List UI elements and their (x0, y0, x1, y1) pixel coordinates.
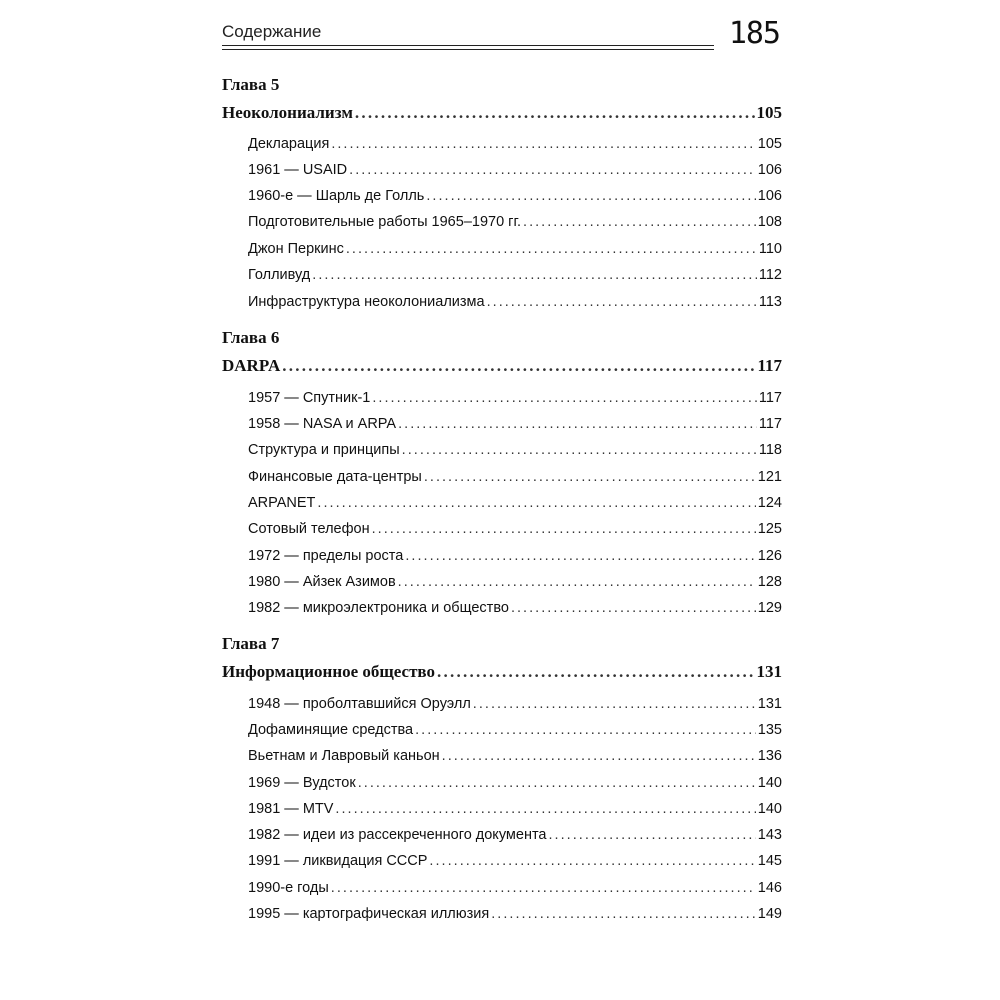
running-head-rule (222, 45, 714, 50)
toc-entry[interactable] (248, 722, 782, 738)
toc-entry[interactable] (248, 600, 782, 616)
entry-page: 125 (757, 521, 782, 537)
entry-page: 135 (757, 722, 782, 738)
chapter-entry[interactable] (222, 103, 782, 123)
toc-entry[interactable] (248, 880, 782, 896)
dot-leader (487, 294, 757, 310)
dot-leader (405, 548, 755, 564)
dot-leader (282, 356, 755, 376)
entry-page: 105 (757, 136, 782, 152)
entry-page: 117 (758, 390, 782, 406)
dot-leader (398, 416, 757, 432)
dot-leader (331, 880, 756, 896)
toc-entry[interactable] (248, 696, 782, 712)
chapter-label: Глава 7 (222, 634, 280, 653)
entry-title: Голливуд (248, 267, 311, 283)
dot-leader (549, 827, 756, 843)
toc-entry[interactable] (248, 162, 782, 178)
entry-page: 140 (757, 775, 782, 791)
entry-page: 146 (757, 880, 782, 896)
toc-entry[interactable] (248, 188, 782, 204)
entry-title: 1972 — пределы роста (248, 548, 404, 564)
toc-entry[interactable] (248, 801, 782, 817)
toc-entry[interactable] (248, 574, 782, 590)
dot-leader (372, 521, 756, 537)
entry-page: 106 (757, 162, 782, 178)
dot-leader (426, 188, 755, 204)
dot-leader (358, 775, 756, 791)
dot-leader (511, 600, 756, 616)
dot-leader (355, 103, 755, 123)
toc-entry[interactable] (248, 241, 782, 257)
entry-page: 118 (758, 442, 782, 458)
chapter-title: Неоколониализм (222, 103, 353, 122)
entry-page: 117 (758, 416, 782, 432)
entry-title: 1980 — Айзек Азимов (248, 574, 396, 590)
toc-entry[interactable] (248, 390, 782, 406)
book-page (222, 0, 782, 1000)
running-head-title: Содержание (222, 22, 322, 41)
entry-title: 1957 — Спутник-1 (248, 390, 371, 406)
entry-title: 1981 — MTV (248, 801, 334, 817)
entry-page: 136 (757, 748, 782, 764)
entry-page: 113 (758, 294, 782, 310)
entry-title: 1948 — проболтавшийся Оруэлл (248, 696, 471, 712)
toc-entry[interactable] (248, 442, 782, 458)
entry-page: 124 (757, 495, 782, 511)
dot-leader (415, 722, 756, 738)
dot-leader (346, 241, 757, 257)
toc-entry[interactable] (248, 548, 782, 564)
dot-leader (442, 748, 756, 764)
running-head (222, 16, 782, 56)
toc-entry[interactable] (248, 853, 782, 869)
entry-title: ARPANET (248, 495, 316, 511)
entry-page: 121 (757, 469, 782, 485)
toc-entry[interactable] (248, 469, 782, 485)
entry-title: Декларация (248, 136, 330, 152)
entry-title: 1995 — картографическая иллюзия (248, 906, 490, 922)
dot-leader (402, 442, 757, 458)
dot-leader (398, 574, 756, 590)
dot-leader (424, 469, 756, 485)
toc-entry[interactable] (248, 294, 782, 310)
entry-title: Подготовительные работы 1965–1970 гг. (248, 214, 522, 230)
entry-page: 112 (758, 267, 782, 283)
dot-leader (335, 801, 755, 817)
entry-page: 131 (757, 696, 782, 712)
entry-title: Финансовые дата-центры (248, 469, 422, 485)
toc-entry[interactable] (248, 214, 782, 230)
dot-leader (491, 906, 756, 922)
dot-leader (429, 853, 755, 869)
chapter-label: Глава 6 (222, 328, 280, 347)
entry-title: Джон Перкинс (248, 241, 344, 257)
entry-title: Сотовый телефон (248, 521, 370, 537)
entry-page: 128 (757, 574, 782, 590)
entry-title: Дофаминящие средства (248, 722, 414, 738)
entry-title: Вьетнам и Лавровый каньон (248, 748, 440, 764)
entry-page: 140 (757, 801, 782, 817)
entry-title: Структура и принципы (248, 442, 400, 458)
dot-leader (317, 495, 755, 511)
entry-page: 149 (757, 906, 782, 922)
toc-entry[interactable] (248, 827, 782, 843)
entry-title: 1960-е — Шарль де Голль (248, 188, 425, 204)
page-number: 185 (728, 16, 780, 51)
dot-leader (437, 662, 755, 682)
dot-leader (473, 696, 756, 712)
entry-title: Инфраструктура неоколониализма (248, 294, 485, 310)
toc-entry[interactable] (248, 775, 782, 791)
dot-leader (331, 136, 755, 152)
entry-title: 1961 — USAID (248, 162, 348, 178)
entry-page: 145 (757, 853, 782, 869)
toc-entry[interactable] (248, 416, 782, 432)
chapter-page: 105 (756, 103, 782, 122)
chapter-entry[interactable] (222, 662, 782, 682)
entry-title: 1958 — NASA и ARPA (248, 416, 397, 432)
toc-entry[interactable] (248, 267, 782, 283)
entry-page: 129 (757, 600, 782, 616)
entry-title: 1969 — Вудсток (248, 775, 356, 791)
dot-leader (372, 390, 757, 406)
entry-title: 1982 — идеи из рассекреченного документа (248, 827, 547, 843)
entry-page: 143 (757, 827, 782, 843)
toc-entry[interactable] (248, 748, 782, 764)
chapter-entry[interactable] (222, 356, 782, 376)
dot-leader (349, 162, 756, 178)
entry-title: 1982 — микроэлектроника и общество (248, 600, 509, 616)
toc-entry[interactable] (248, 495, 782, 511)
chapter-title: Информационное общество (222, 662, 435, 681)
entry-page: 126 (757, 548, 782, 564)
entry-page: 108 (757, 214, 782, 230)
toc-entry[interactable] (248, 906, 782, 922)
dot-leader (523, 214, 756, 230)
dot-leader (312, 267, 757, 283)
chapter-page: 117 (757, 356, 782, 375)
toc-entry[interactable] (248, 521, 782, 537)
chapter-title: DARPA (222, 356, 281, 375)
entry-page: 106 (757, 188, 782, 204)
chapter-page: 131 (756, 662, 782, 681)
toc-entry[interactable] (248, 136, 782, 152)
entry-title: 1990-е годы (248, 880, 329, 896)
chapter-label: Глава 5 (222, 75, 280, 94)
entry-page: 110 (758, 241, 782, 257)
entry-title: 1991 — ликвидация СССР (248, 853, 428, 869)
